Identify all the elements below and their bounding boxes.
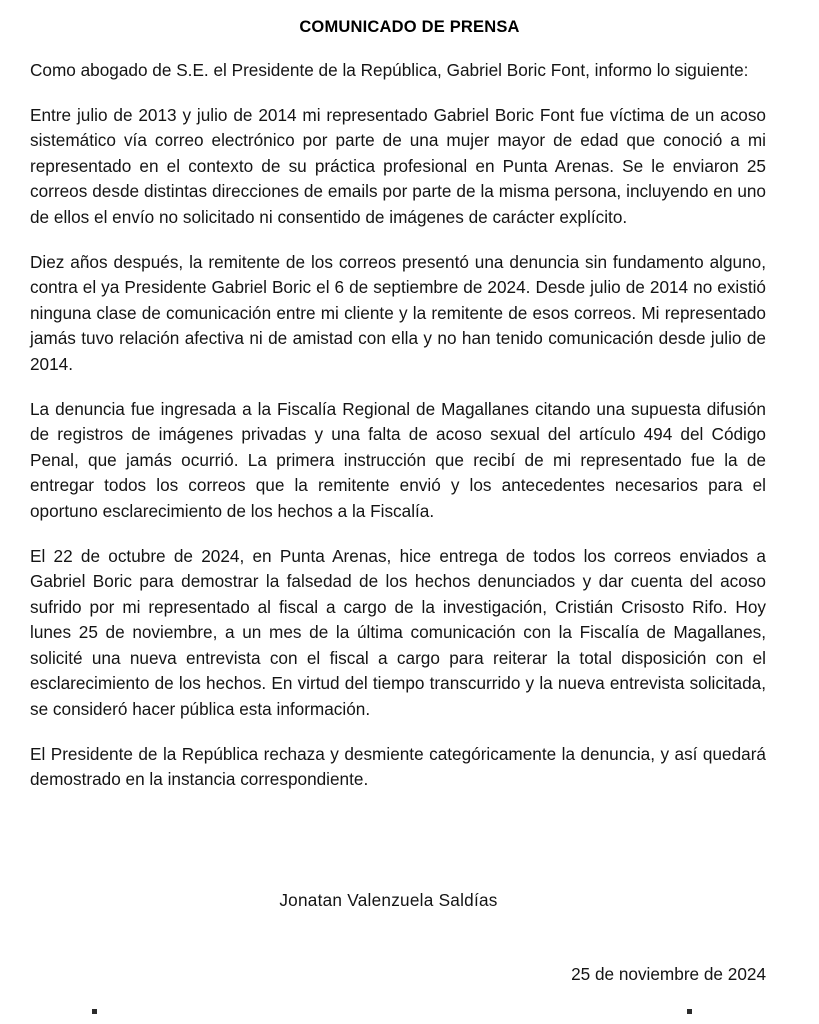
date-block (30, 962, 766, 986)
signature-block (0, 888, 819, 912)
footer-dot-right-icon (687, 1009, 692, 1014)
page-title: COMUNICADO DE PRENSA (299, 18, 520, 36)
document-body (30, 58, 766, 793)
paragraph-harassment-background: Entre julio de 2013 y julio de 2014 mi representado Gabriel Boric Font fue víctima de un acoso sistemático vía correo electrónico por parte de una mujer mayor de edad que conoció a mi representado en el contexto de su práctica profesional en Punta Arenas. Se le enviaron 25 correos desde distintas direcciones de emails por parte de la misma persona, incluyendo en uno de ellos el envío no solicitado ni consentido de imágenes de carácter explícito. (30, 104, 766, 227)
signatory-name: Jonatan Valenzuela Saldías (279, 890, 498, 910)
paragraph-intro: Como abogado de S.E. el Presidente de la República, Gabriel Boric Font, informo lo siguiente: (30, 60, 749, 80)
paragraph-legal-basis: La denuncia fue ingresada a la Fiscalía Regional de Magallanes citando una supuesta difusión de registros de imágenes privadas y una falta de acoso sexual del artículo 494 del Código Penal, que jamás ocurrió. La primera instrucción que recibí de mi representado fue la de entregar todos los correos que la remitente envió y los antecedentes necesarios para el oportuno esclarecimiento de los hechos a la Fiscalía. (30, 398, 766, 521)
paragraph-complaint-filed: Diez años después, la remitente de los correos presentó una denuncia sin fundamento alguno, contra el ya Presidente Gabriel Boric el 6 de septiembre de 2024. Desde julio de 2014 no existió ninguna clase de comunicación entre mi cliente y la remitente de esos correos. Mi representado jamás tuvo relación afectiva ni de amistad con ella y no han tenido comunicación desde julio de 2014. (30, 251, 766, 374)
paragraph-closing-statement: El Presidente de la República rechaza y desmiente categóricamente la denuncia, y así quedará demostrado en la instancia correspondiente. (30, 743, 766, 790)
document-date: 25 de noviembre de 2024 (571, 964, 766, 984)
paragraph-evidence-delivery: El 22 de octubre de 2024, en Punta Arenas, hice entrega de todos los correos enviados a Gabriel Boric para demostrar la falsedad de los hechos denunciados y dar cuenta del acoso sufrido por mi representado al fiscal a cargo de la investigación, Cristián Crisosto Rifo. Hoy lunes 25 de noviembre, a un mes de la última comunicación con la Fiscalía de Magallanes, solicité una nueva entrevista con el fiscal a cargo para reiterar la total disposición con el esclarecimiento de los hechos. En virtud del tiempo transcurrido y la nueva entrevista solicitada, se consideró hacer pública esta información. (30, 545, 766, 720)
footer-marks (0, 1006, 819, 1020)
footer-dot-left-icon (92, 1009, 97, 1014)
